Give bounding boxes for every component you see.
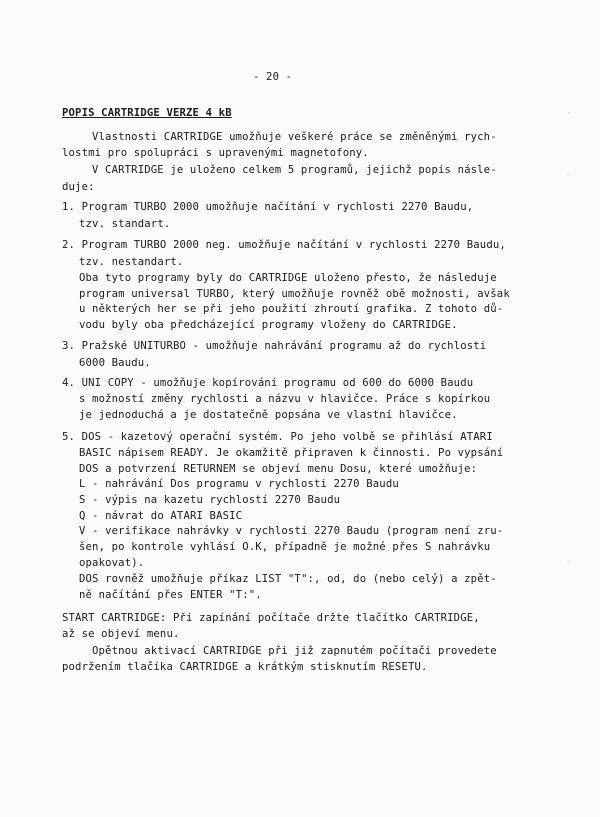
item5-line: opakovat). — [79, 557, 145, 569]
intro-line: Vlastnosti CARTRIDGE umožňuje veškeré práce se změněnými rych- — [92, 131, 497, 143]
start-line: až se objeví menu. — [62, 628, 180, 640]
heading: POPIS CARTRIDGE VERZE 4 kB — [62, 107, 232, 119]
dos-option-v: V - verifikace nahrávky v rychlosti 2270 Baudu (program není zru- — [79, 525, 504, 537]
item4-line: 4. UNI COPY - umožňuje kopírování programu od 600 do 6000 Baudu — [62, 377, 474, 389]
scan-mark-icon: - — [566, 557, 571, 566]
item2-line: u některých her se při jeho použití zhroutí grafika. Z tohoto dů- — [79, 303, 504, 315]
dos-option-s: S - výpis na kazetu rychlostí 2270 Baudu — [79, 494, 341, 506]
scan-mark-icon: - — [566, 169, 571, 178]
item2-line: tzv. nestandart. — [79, 256, 184, 268]
intro-line: lostmi pro spolupráci s upravenými magnetofony. — [62, 147, 369, 159]
item2-line: program universal TURBO, který umožňuje rovněž obě možnosti, avšak — [79, 288, 510, 300]
item5-line: DOS rovněž umožňuje příkaz LIST "T":, od, do (nebo celý) a zpět- — [79, 573, 497, 585]
item2-line: Oba tyto programy byly do CARTRIDGE uloženo přesto, že následuje — [79, 272, 497, 284]
item5-line: šen, po kontrole vyhlásí O.K, případně je možné přes S nahrávku — [79, 541, 491, 553]
item2-line: vodu byly oba předcházející programy vloženy do CARTRIDGE. — [79, 319, 458, 331]
start-line: START CARTRIDGE: Při zapínání počítače držte tlačítko CARTRIDGE, — [62, 612, 480, 624]
item5-line: DOS a potvrzení RETURNEM se objeví menu Dosu, které umožňuje: — [79, 463, 478, 475]
item1-line: 1. Program TURBO 2000 umožňuje načítání v rychlosti 2270 Baudu, — [62, 201, 474, 213]
item4-line: je jednoduchá a je dostatečně popsána ve vlastní hlavičce. — [79, 409, 458, 421]
scan-mark-icon: ' — [566, 111, 571, 120]
start-line: Opětnou aktivací CARTRIDGE při již zapnutém počítači provedete — [92, 645, 497, 657]
start-line: podržením tlačíka CARTRIDGE a krátkým stisknutím RESETU. — [62, 661, 428, 673]
item3-line: 3. Pražské UNITURBO - umožňuje nahrávání programu až do rychlosti — [62, 340, 487, 352]
dos-option-l: L - nahrávání Dos programu v rychlosti 2270 Baudu — [79, 478, 399, 490]
item5-line: 5. DOS - kazetový operační systém. Po jeho volbě se přihlásí ATARI — [62, 431, 493, 443]
intro-line: duje: — [62, 181, 95, 193]
item2-line: 2. Program TURBO 2000 neg. umožňuje načítání v rychlosti 2270 Baudu, — [62, 239, 506, 251]
page-number: - 20 - — [253, 71, 293, 83]
item5-line: ně načítání přes ENTER "T:". — [79, 589, 262, 601]
item4-line: s možností změny rychlosti a názvu v hlavičce. Práce s kopírkou — [79, 393, 491, 405]
item3-line: 6000 Baudu. — [79, 357, 151, 369]
item1-line: tzv. standart. — [79, 218, 171, 230]
dos-option-q: Q - návrat do ATARI BASIC — [79, 510, 243, 522]
item5-line: BASIC nápisem READY. Je okamžitě připraven k činnosti. Po vypsání — [79, 447, 504, 459]
intro-line: V CARTRIDGE je uloženo celkem 5 programů, jejichž popis násle- — [92, 164, 497, 176]
